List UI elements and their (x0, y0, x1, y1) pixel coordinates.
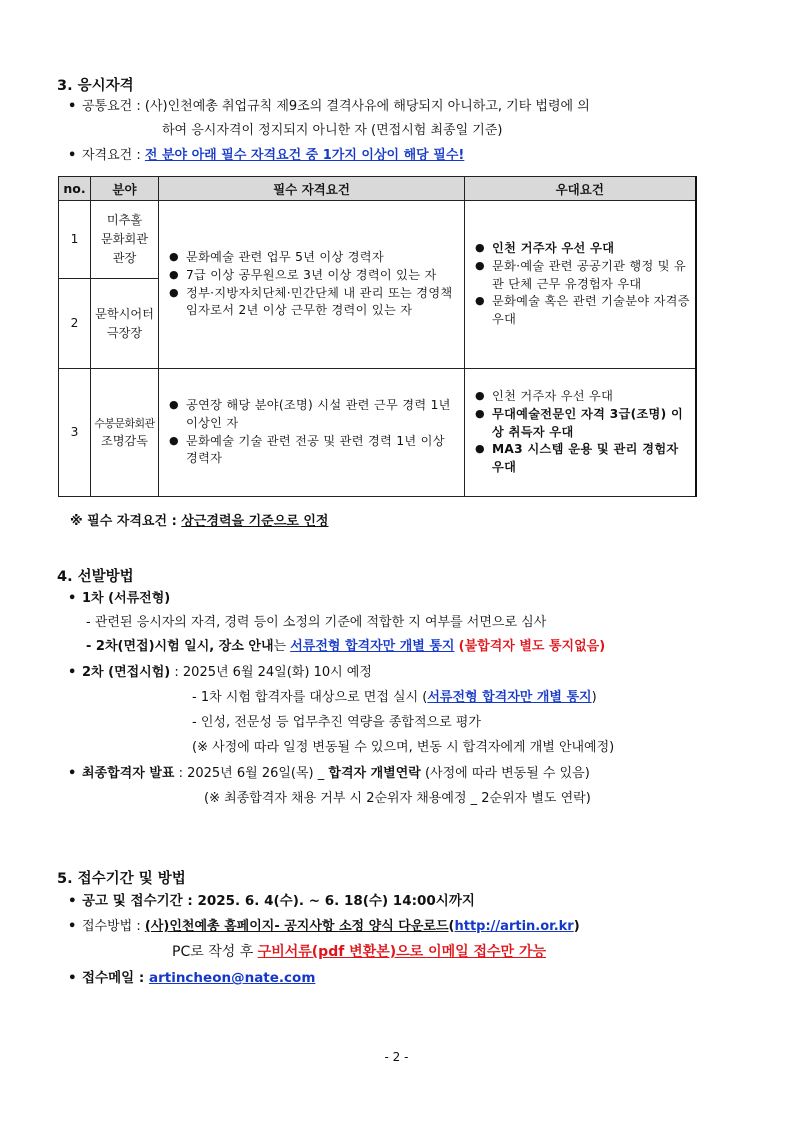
field-line: 극장장 (106, 325, 143, 340)
common-line-1: (사)인천예총 취업규칙 제9조의 결격사유에 해당되지 아니하고, 기타 법령에 의 (144, 99, 590, 114)
final-label: 최종합격자 발표 (82, 766, 175, 781)
period-text: 공고 및 접수기간 : 2025. 6. 4(수). ~ 6. 18(수) 14:00시까지 (82, 893, 475, 909)
note-text: 상근경력을 기준으로 인정 (181, 514, 329, 529)
final-c: (사정에 따라 변동될 수 있음) (424, 766, 590, 781)
method-line2-a: PC로 작성 후 (172, 944, 254, 960)
section-4-title: 4. 선발방법 (57, 569, 134, 585)
email-label: 접수메일 : (82, 970, 145, 986)
required-cell (159, 201, 465, 369)
common-requirement (68, 99, 590, 115)
list-item: ● 공연장 해당 분야(조명) 시설 관련 근무 경력 1년 이상인 자 (169, 397, 460, 432)
first-round-desc: - 관련된 응시자의 자격, 경력 등이 소정의 기준에 적합한 지 여부를 서면으로 심사 (86, 615, 547, 630)
field-line: 문화회관 (100, 232, 149, 247)
line1-a: - 1차 시험 합격자를 대상으로 면접 실시 ( (192, 690, 428, 705)
header-field: 분야 (91, 177, 159, 201)
application-method: • 접수방법 : (사)인천예총 홈페이지- 공지사항 소정 양식 다운로드(http://artin.or.kr) (68, 919, 580, 935)
second-round-label: 2차 (면접시험) (82, 665, 171, 680)
field-line: 수봉문화회관 (94, 416, 155, 430)
table-row (59, 369, 696, 497)
email-link[interactable]: artincheon@nate.com (148, 970, 316, 986)
row-field (91, 369, 159, 497)
final-announcement (68, 766, 590, 782)
row-no: 3 (59, 369, 91, 497)
list-item: ● 문화예술 관련 업무 5년 이상 경력자 (169, 249, 460, 267)
list-item: ● 정부·지방자치단체·민간단체 내 관리 또는 경영책임자로서 2년 이상 근무한 경력이 있는 자 (169, 285, 460, 320)
list-item: ● MA3 시스템 운용 및 관리 경험자 우대 (475, 441, 691, 476)
notice-c: 서류전형 합격자만 개별 통지 (290, 639, 455, 654)
page-number: - 2 - (384, 1050, 409, 1064)
list-item: ● 7급 이상 공무원으로 3년 이상 경력이 있는 자 (169, 267, 460, 285)
note-prefix: ※ 필수 자격요건 : (70, 514, 177, 529)
field-line: 관장 (112, 250, 137, 265)
common-label: 공통요건 : (82, 99, 141, 114)
notice-d: (불합격자 별도 통지없음) (458, 639, 606, 654)
second-round-line-2: - 인성, 전문성 등 업무추진 역량을 종합적으로 평가 (192, 715, 481, 730)
application-email (68, 970, 315, 987)
application-period (68, 893, 475, 910)
list-item: ● 문화예술 혹은 관련 기술분야 자격증 우대 (475, 293, 691, 328)
final-b: 합격자 개별연락 (328, 766, 421, 781)
line1-b: 서류전형 합격자만 개별 통지 (427, 690, 592, 705)
qual-label: 자격요건 : (82, 148, 141, 163)
final-line-2: (※ 최종합격자 채용 거부 시 2순위자 채용예정 _ 2순위자 별도 연락) (204, 791, 591, 806)
list-item: ● 문화·예술 관련 공공기관 행정 및 유관 단체 근무 유경험자 우대 (475, 258, 691, 293)
field-line: 조명감독 (100, 433, 149, 448)
second-round-notice (86, 639, 605, 655)
notice-a: - 2차(면접)시험 일시, 장소 안내 (86, 639, 274, 654)
list-item: ● 문화예술 기술 관련 전공 및 관련 경력 1년 이상 경력자 (169, 433, 460, 468)
required-note (70, 514, 329, 530)
second-round-line-3: (※ 사정에 따라 일정 변동될 수 있으며, 변동 시 합격자에게 개별 안내예정) (192, 740, 615, 755)
first-round-label: 1차 (서류전형) (82, 591, 171, 606)
method-label: 접수방법 : (82, 919, 141, 934)
list-item: ● 인천 거주자 우선 우대 (475, 388, 691, 406)
method-line2-b: 구비서류(pdf 변환본)으로 이메일 접수만 가능 (257, 944, 547, 960)
header-preferred: 우대요건 (465, 177, 696, 201)
field-line: 미추홀 (106, 213, 143, 228)
notice-b: 는 (273, 639, 287, 654)
homepage-link[interactable]: http://artin.or.kr (454, 919, 574, 934)
row-field (91, 279, 159, 369)
second-round-date: : 2025년 6월 24일(화) 10시 예정 (174, 665, 372, 680)
qual-text: 전 분야 아래 필수 자격요건 중 1가지 이상이 해당 필수! (144, 148, 465, 163)
preferred-cell (465, 369, 696, 497)
section-5-title: 5. 접수기간 및 방법 (57, 871, 186, 887)
required-cell (159, 369, 465, 497)
header-no: no. (59, 177, 91, 201)
row-no: 2 (59, 279, 91, 369)
header-required: 필수 자격요건 (159, 177, 465, 201)
first-round (68, 591, 170, 607)
row-field (91, 201, 159, 279)
final-a: : 2025년 6월 26일(목) _ (178, 766, 325, 781)
table-row (59, 201, 696, 279)
method-text: (사)인천예총 홈페이지- 공지사항 소정 양식 다운로드 (144, 919, 449, 934)
row-no: 1 (59, 201, 91, 279)
requirements-table (58, 176, 697, 497)
common-line-2: 하여 응시자격이 정지되지 아니한 자 (면접시험 최종일 기준) (162, 123, 503, 138)
section-3-title: 3. 응시자격 (57, 78, 134, 94)
qualification-requirement (68, 148, 464, 164)
preferred-cell (465, 201, 696, 369)
second-round (68, 665, 372, 681)
field-line: 문학시어터 (95, 306, 154, 321)
second-round-line-1 (192, 690, 597, 706)
application-method-line-2 (172, 944, 546, 962)
list-item: ● 무대예술전문인 자격 3급(조명) 이상 취득자 우대 (475, 406, 691, 441)
line1-c: ) (591, 690, 597, 705)
list-item: ● 인천 거주자 우선 우대 (475, 240, 691, 258)
